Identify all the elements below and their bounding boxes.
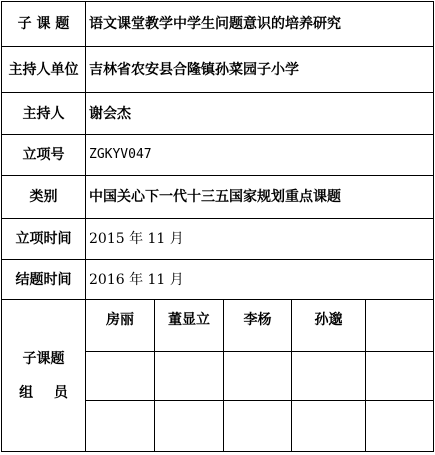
start-date-label: 立项时间 <box>2 219 86 260</box>
blank-cell <box>292 352 366 401</box>
blank-cell <box>366 401 434 452</box>
project-number-label: 立项号 <box>2 135 86 176</box>
category-value: 中国关心下一代十三五国家规划重点课题 <box>86 176 434 219</box>
row-category <box>2 176 434 219</box>
row-subproject-title <box>2 2 434 47</box>
host-unit-value: 吉林省农安县合隆镇孙菜园子小学 <box>86 47 434 93</box>
member-name-1: 房丽 <box>86 300 155 352</box>
blank-cell <box>224 401 292 452</box>
row-start-date <box>2 219 434 260</box>
row-host-person <box>2 93 434 135</box>
blank-cell <box>86 401 155 452</box>
row-end-date <box>2 260 434 300</box>
end-date-value: 2016 年 11 月 <box>86 260 434 300</box>
blank-cell <box>155 352 224 401</box>
subproject-title-label: 子 课 题 <box>2 2 86 47</box>
start-date-value: 2015 年 11 月 <box>86 219 434 260</box>
blank-cell <box>155 401 224 452</box>
project-number-value: ZGKYV047 <box>86 135 434 176</box>
members-section-label <box>2 300 86 452</box>
blank-cell <box>86 352 155 401</box>
row-host-unit <box>2 47 434 93</box>
host-person-label: 主持人 <box>2 93 86 135</box>
host-unit-label: 主持人单位 <box>2 47 86 93</box>
blank-cell <box>292 401 366 452</box>
project-info-table <box>1 1 434 452</box>
project-info-form <box>1 1 433 454</box>
end-date-label: 结题时间 <box>2 260 86 300</box>
host-person-value: 谢会杰 <box>86 93 434 135</box>
member-name-2: 董显立 <box>155 300 224 352</box>
members-label-line2: 组 员 <box>19 384 76 401</box>
member-name-4: 孙邈 <box>292 300 366 352</box>
category-label: 类别 <box>2 176 86 219</box>
member-name-3: 李杨 <box>224 300 292 352</box>
subproject-title-value: 语文课堂教学中学生问题意识的培养研究 <box>86 2 434 47</box>
blank-cell <box>224 352 292 401</box>
blank-cell <box>366 352 434 401</box>
row-members-names <box>2 300 434 352</box>
members-label-line1: 子课题 <box>22 350 65 367</box>
row-project-number <box>2 135 434 176</box>
member-name-5 <box>366 300 434 352</box>
